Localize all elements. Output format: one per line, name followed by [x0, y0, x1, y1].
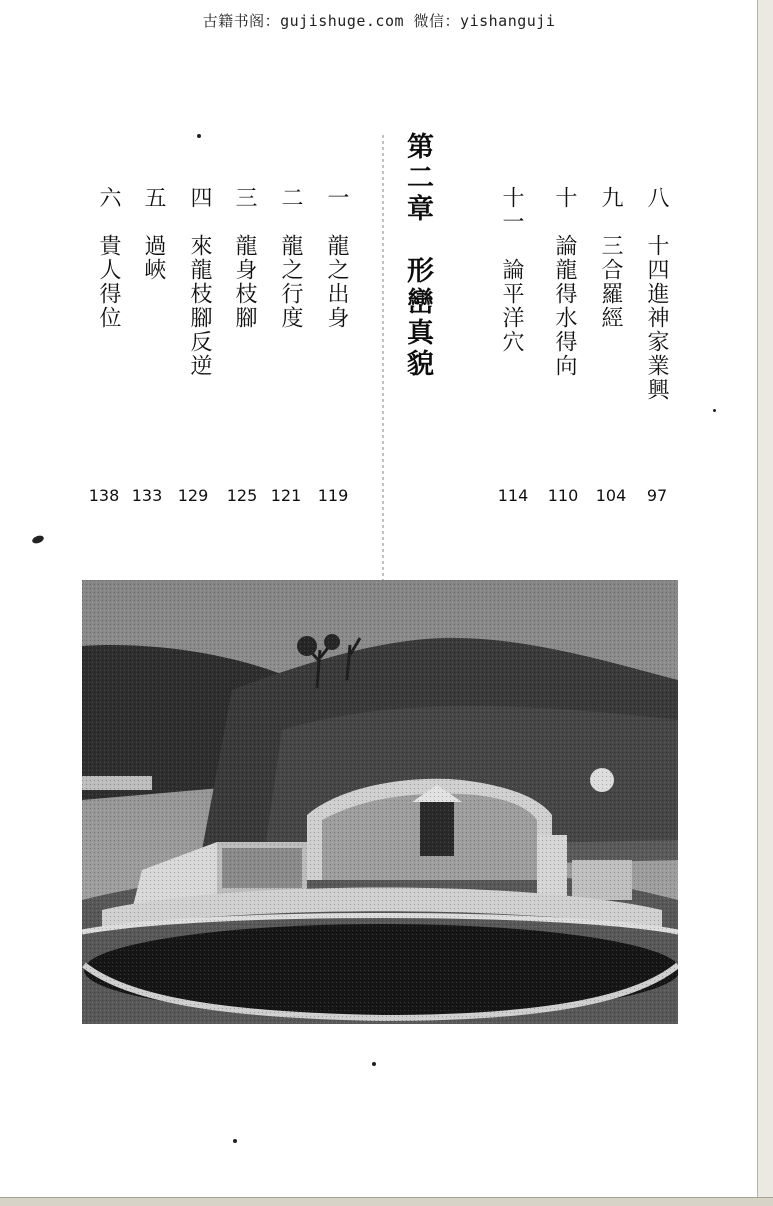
toc-entry-11 — [500, 186, 522, 354]
toc-number: 三 — [232, 186, 257, 210]
toc-entry-6 — [97, 186, 119, 330]
chapter-heading: 第二章 形巒真貌 — [402, 132, 433, 380]
toc-number: 四 — [187, 186, 212, 210]
scan-speck — [713, 409, 716, 412]
page-number: 121 — [270, 486, 302, 505]
scan-speck — [31, 534, 45, 545]
toc-title: 三合羅經 — [598, 234, 623, 330]
toc-number: 十 — [552, 186, 577, 210]
toc-title: 貴人得位 — [96, 234, 121, 330]
tomb-photograph — [82, 580, 678, 1024]
toc-number: 十一 — [499, 186, 524, 234]
toc-title: 十四進神家業興 — [644, 234, 669, 402]
page-number: 119 — [317, 486, 349, 505]
toc-title: 龍之出身 — [324, 234, 349, 330]
toc-number: 一 — [324, 186, 349, 210]
toc-number: 二 — [278, 186, 303, 210]
toc-title: 論龍得水得向 — [552, 234, 577, 378]
toc-entry-3 — [233, 186, 255, 330]
toc-entry-9 — [599, 186, 621, 330]
scan-speck — [233, 1139, 237, 1143]
page-number: 97 — [646, 486, 668, 505]
toc-entry-2 — [279, 186, 301, 330]
toc-title: 來龍枝腳反逆 — [187, 234, 212, 378]
toc-number: 八 — [644, 186, 669, 210]
page-number: 129 — [177, 486, 209, 505]
scan-speck — [197, 134, 201, 138]
toc-title: 論平洋穴 — [499, 258, 524, 354]
toc-entry-1 — [325, 186, 347, 330]
book-edge-right — [757, 0, 773, 1206]
toc-entry-5 — [142, 186, 164, 282]
scan-speck — [372, 1062, 376, 1066]
page-number: 125 — [226, 486, 258, 505]
page-number: 114 — [497, 486, 529, 505]
page-number: 133 — [131, 486, 163, 505]
page-number: 104 — [595, 486, 627, 505]
toc-entry-4 — [188, 186, 210, 378]
watermark-text: 古籍书阁：gujishuge.com 微信：yishanguji — [202, 12, 556, 30]
book-edge-bottom — [0, 1197, 773, 1206]
toc-entry-10 — [553, 186, 575, 378]
toc-number: 五 — [141, 186, 166, 210]
toc-title: 龍之行度 — [278, 234, 303, 330]
page-fold-line — [382, 135, 384, 580]
toc-title: 過峽 — [141, 234, 166, 282]
toc-number: 六 — [96, 186, 121, 210]
page-number: 110 — [547, 486, 579, 505]
toc-number: 九 — [598, 186, 623, 210]
toc-entry-8 — [645, 186, 667, 402]
toc-title: 龍身枝腳 — [232, 234, 257, 330]
page-number: 138 — [88, 486, 120, 505]
